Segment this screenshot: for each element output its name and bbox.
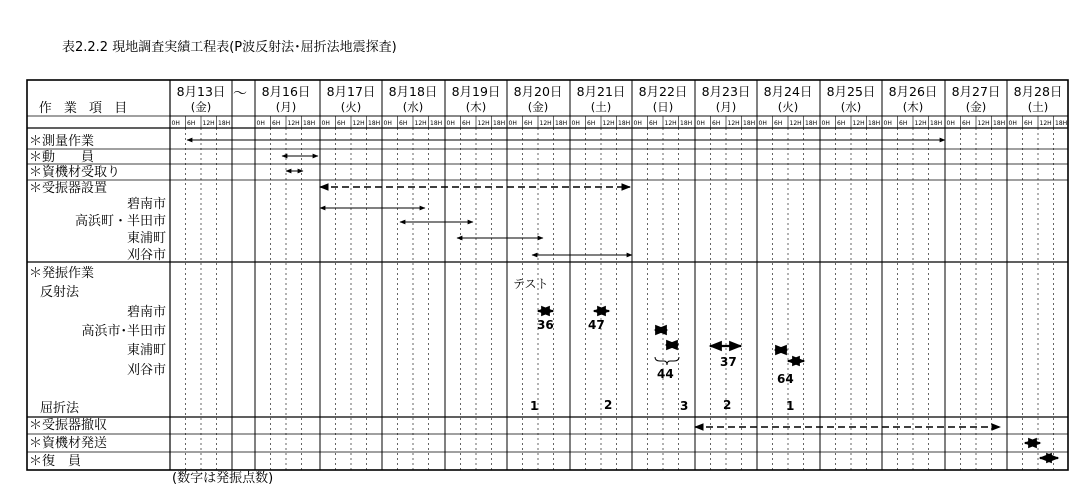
hour-label: 6H bbox=[462, 120, 471, 127]
day-of-week: (金) bbox=[190, 100, 212, 114]
day-date: 8月17日 bbox=[326, 84, 376, 99]
hour-label: 18H bbox=[493, 120, 506, 127]
row-label-reflection: 反射法 bbox=[40, 285, 80, 300]
day-date: 8月21日 bbox=[576, 84, 626, 99]
hour-label: 6H bbox=[337, 120, 346, 127]
hour-label: 18H bbox=[368, 120, 381, 127]
annotation-refraction-2: 2 bbox=[604, 398, 613, 412]
row-label-refraction: 屈折法 bbox=[40, 401, 80, 416]
hour-label: 6H bbox=[837, 120, 846, 127]
row-label-restore: ＊復 員 bbox=[29, 454, 82, 469]
day-date: 8月25日 bbox=[826, 84, 876, 99]
annotation-47: 47 bbox=[588, 318, 605, 332]
hour-label: 12H bbox=[352, 120, 365, 127]
hour-label: 12H bbox=[727, 120, 740, 127]
hour-label: 12H bbox=[539, 120, 552, 127]
day-date: 8月24日 bbox=[763, 84, 813, 99]
hour-label: 6H bbox=[712, 120, 721, 127]
hour-label: 18H bbox=[303, 120, 316, 127]
row-label-hekinan: 碧南市 bbox=[126, 197, 166, 212]
hour-label: 6H bbox=[524, 120, 533, 127]
day-of-week: (土) bbox=[1027, 100, 1049, 114]
brace-44 bbox=[655, 357, 679, 365]
hour-label: 0H bbox=[508, 120, 517, 127]
hour-label: 18H bbox=[680, 120, 693, 127]
hour-label: 6H bbox=[899, 120, 908, 127]
header-label: 作 業 項 目 bbox=[38, 101, 132, 116]
day-of-week: (月) bbox=[715, 100, 737, 114]
annotation-44: 44 bbox=[657, 367, 674, 381]
day-of-week: (水) bbox=[402, 100, 424, 114]
row-label-materials-ship: ＊資機材発送 bbox=[29, 436, 108, 451]
row-label-takahama-handa-2: 高浜市･半田市 bbox=[81, 324, 166, 339]
hour-label: 6H bbox=[399, 120, 408, 127]
day-of-week: (木) bbox=[465, 100, 487, 114]
hour-label: 12H bbox=[789, 120, 802, 127]
hour-label: 18H bbox=[805, 120, 818, 127]
hour-label: 0H bbox=[256, 120, 265, 127]
hour-label: 6H bbox=[272, 120, 281, 127]
row-label-materials-receive: ＊資機材受取り bbox=[29, 165, 121, 180]
hour-label: 18H bbox=[430, 120, 443, 127]
row-label-higashiura-2: 東浦町 bbox=[126, 343, 166, 358]
hour-label: 0H bbox=[696, 120, 705, 127]
hour-label: 0H bbox=[171, 120, 180, 127]
day-of-week: (日) bbox=[652, 100, 674, 114]
annotations bbox=[513, 277, 794, 413]
day-date: 8月13日 bbox=[176, 84, 226, 99]
hour-label: 0H bbox=[758, 120, 767, 127]
day-date: 8月20日 bbox=[513, 84, 563, 99]
hour-label: 0H bbox=[321, 120, 330, 127]
hour-label: 12H bbox=[914, 120, 927, 127]
day-date: 8月28日 bbox=[1013, 84, 1063, 99]
annotation-64: 64 bbox=[777, 372, 794, 386]
table-title: 表2.2.2 現地調査実績工程表(P波反射法･屈折法地震探査) bbox=[62, 40, 397, 55]
day-date: 8月27日 bbox=[951, 84, 1001, 99]
row-label-kariya-2: 刈谷市 bbox=[126, 363, 166, 378]
annotation-refraction-5: 1 bbox=[786, 399, 795, 413]
day-of-week: (土) bbox=[590, 100, 612, 114]
hour-label: 0H bbox=[1008, 120, 1017, 127]
hour-label: 12H bbox=[287, 120, 300, 127]
row-label-source-work: ＊発振作業 bbox=[29, 266, 95, 281]
hour-label: 18H bbox=[218, 120, 231, 127]
hour-label: 12H bbox=[414, 120, 427, 127]
tilde-mark: ～ bbox=[233, 86, 247, 102]
hour-label: 0H bbox=[821, 120, 830, 127]
schedule-bars bbox=[187, 140, 1058, 458]
hour-label: 6H bbox=[1024, 120, 1033, 127]
table-frame bbox=[27, 80, 1068, 470]
hour-label: 6H bbox=[587, 120, 596, 127]
hour-label: 12H bbox=[602, 120, 615, 127]
day-date: 8月22日 bbox=[638, 84, 688, 99]
day-of-week: (月) bbox=[275, 100, 297, 114]
annotation-refraction-3: 3 bbox=[680, 399, 689, 413]
hour-label: 0H bbox=[571, 120, 580, 127]
row-label-mobilize: ＊動 員 bbox=[29, 150, 95, 165]
day-of-week: (火) bbox=[777, 100, 799, 114]
row-labels bbox=[29, 133, 166, 469]
day-of-week: (火) bbox=[340, 100, 362, 114]
hour-label: 6H bbox=[774, 120, 783, 127]
hour-label: 18H bbox=[618, 120, 631, 127]
day-date: 8月23日 bbox=[701, 84, 751, 99]
row-label-receiver-install: ＊受振器設置 bbox=[29, 181, 108, 196]
hour-label: 0H bbox=[633, 120, 642, 127]
row-label-kariya: 刈谷市 bbox=[126, 248, 166, 263]
hour-label: 6H bbox=[962, 120, 971, 127]
annotation-37: 37 bbox=[720, 355, 737, 369]
day-date: 8月16日 bbox=[261, 84, 311, 99]
day-headers bbox=[172, 84, 1068, 127]
day-of-week: (水) bbox=[840, 100, 862, 114]
hour-label: 0H bbox=[446, 120, 455, 127]
row-label-takahama-handa: 高浜町・半田市 bbox=[74, 214, 166, 229]
hour-label: 12H bbox=[477, 120, 490, 127]
day-of-week: (金) bbox=[965, 100, 987, 114]
hour-label: 12H bbox=[664, 120, 677, 127]
day-date: 8月19日 bbox=[451, 84, 501, 99]
annotation-test: テスト bbox=[513, 277, 549, 291]
day-of-week: (木) bbox=[902, 100, 924, 114]
grid bbox=[27, 80, 1068, 470]
hour-label: 12H bbox=[852, 120, 865, 127]
hour-label: 18H bbox=[1055, 120, 1068, 127]
row-label-higashiura: 東浦町 bbox=[126, 231, 166, 246]
hour-label: 0H bbox=[883, 120, 892, 127]
hour-label: 6H bbox=[649, 120, 658, 127]
row-label-survey: ＊測量作業 bbox=[29, 134, 95, 149]
hour-label: 12H bbox=[977, 120, 990, 127]
annotation-refraction-1: 1 bbox=[530, 399, 539, 413]
hour-label: 12H bbox=[202, 120, 215, 127]
hour-label: 18H bbox=[930, 120, 943, 127]
footnote: (数字は発振点数) bbox=[172, 471, 274, 486]
hour-label: 18H bbox=[868, 120, 881, 127]
day-date: 8月18日 bbox=[388, 84, 438, 99]
annotation-refraction-4: 2 bbox=[723, 398, 732, 412]
hour-label: 18H bbox=[993, 120, 1006, 127]
hour-label: 0H bbox=[946, 120, 955, 127]
hour-label: 18H bbox=[743, 120, 756, 127]
annotation-36: 36 bbox=[537, 318, 554, 332]
day-of-week: (金) bbox=[527, 100, 549, 114]
hour-label: 0H bbox=[383, 120, 392, 127]
hour-label: 12H bbox=[1039, 120, 1052, 127]
hour-label: 6H bbox=[187, 120, 196, 127]
hour-label: 18H bbox=[555, 120, 568, 127]
row-label-receiver-remove: ＊受振器撤収 bbox=[29, 418, 108, 433]
row-label-hekinan-2: 碧南市 bbox=[126, 305, 166, 320]
day-date: 8月26日 bbox=[888, 84, 938, 99]
